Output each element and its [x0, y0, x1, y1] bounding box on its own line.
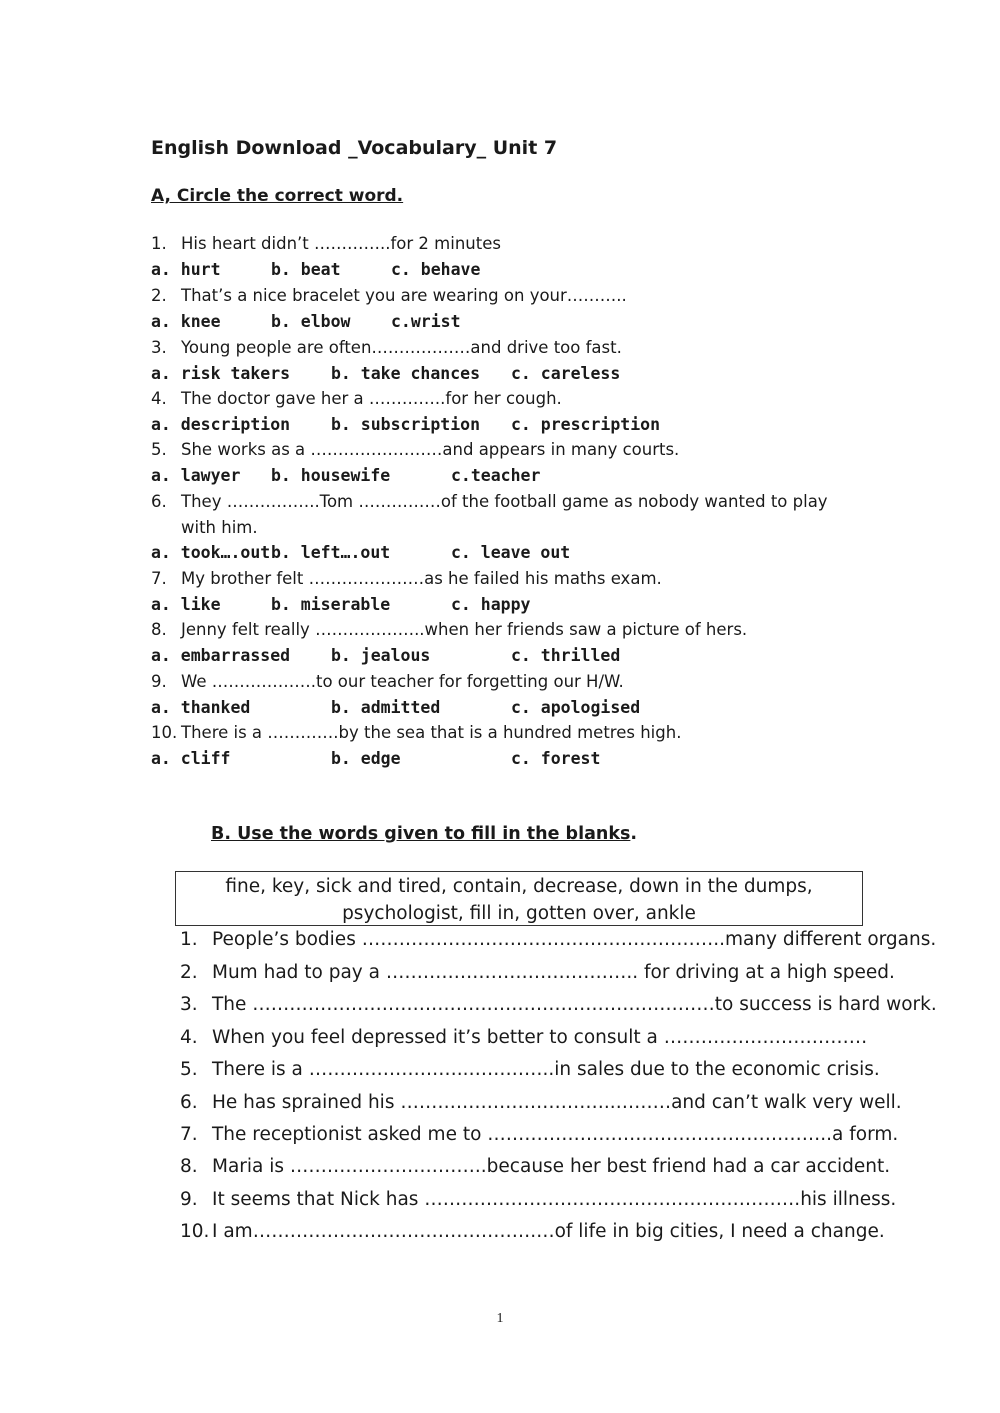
- question-number: 3.: [151, 338, 167, 357]
- fill-blank-sentence[interactable]: Mum had to pay a ………………………………….. for driving at a high speed.: [212, 962, 895, 983]
- fill-blank-number: 6.: [180, 1092, 198, 1113]
- question-text: There is a ………….by the sea that is a hundred metres high.: [181, 723, 682, 742]
- answer-option[interactable]: a. embarrassed: [151, 646, 291, 665]
- answer-option[interactable]: c. forest: [511, 749, 601, 768]
- fill-blank-number: 8.: [180, 1156, 198, 1177]
- question-number: 2.: [151, 286, 167, 305]
- answer-option[interactable]: a. took….out: [151, 543, 271, 562]
- answer-option[interactable]: a. cliff: [151, 749, 231, 768]
- question-number: 8.: [151, 620, 167, 639]
- question-number: 4.: [151, 389, 167, 408]
- question-text: She works as a ……………………and appears in many courts.: [181, 440, 680, 459]
- fill-blank-number: 3.: [180, 994, 198, 1015]
- question-number: 6.: [151, 492, 167, 511]
- answer-option[interactable]: b. admitted: [331, 698, 441, 717]
- answer-option[interactable]: c. behave: [391, 260, 481, 279]
- fill-blank-sentence[interactable]: The receptionist asked me to ………………………………………………..a form.: [212, 1124, 899, 1145]
- section-b-heading-period: .: [630, 824, 638, 844]
- fill-blank-number: 2.: [180, 962, 198, 983]
- question-text: We ……………….to our teacher for forgetting our H/W.: [181, 672, 624, 691]
- question-text: His heart didn’t …………..for 2 minutes: [181, 234, 501, 253]
- answer-option[interactable]: b. take chances: [331, 364, 481, 383]
- fill-blank-number: 1.: [180, 929, 198, 950]
- question-number: 9.: [151, 672, 167, 691]
- fill-blank-sentence[interactable]: People’s bodies …………………………………………………..many different organs.: [212, 929, 937, 950]
- section-b-heading: [211, 824, 637, 844]
- question-text: Young people are often………………and drive too fast.: [181, 338, 622, 357]
- page-number: 1: [496, 1311, 504, 1326]
- answer-option[interactable]: a. risk takers: [151, 364, 291, 383]
- fill-blank-number: 9.: [180, 1189, 198, 1210]
- answer-option[interactable]: a. like: [151, 595, 221, 614]
- answer-option[interactable]: a. hurt: [151, 260, 221, 279]
- worksheet-title: English Download _Vocabulary_ Unit 7: [151, 137, 558, 159]
- fill-blank-number: 5.: [180, 1059, 198, 1080]
- question-number: 7.: [151, 569, 167, 588]
- answer-option[interactable]: c. happy: [451, 595, 531, 614]
- answer-option[interactable]: a. knee: [151, 312, 221, 331]
- section-b-heading-text: B. Use the words given to fill in the blanks: [211, 824, 631, 844]
- fill-blank-sentence[interactable]: It seems that Nick has …………………………………………………….his illness.: [212, 1189, 897, 1210]
- answer-option[interactable]: b. housewife: [271, 466, 391, 485]
- word-bank-line-1: fine, key, sick and tired, contain, decrease, down in the dumps,: [225, 876, 813, 897]
- fill-blank-sentence[interactable]: Maria is …………………………..because her best friend had a car accident.: [212, 1156, 891, 1177]
- fill-blank-sentence[interactable]: He has sprained his ……………………………..………and can’t walk very well.: [212, 1092, 902, 1113]
- answer-option[interactable]: c. thrilled: [511, 646, 621, 665]
- fill-blank-sentence[interactable]: I am……………………………………….…of life in big cities, I need a change.: [212, 1221, 885, 1242]
- question-text: The doctor gave her a …………..for her cough.: [181, 389, 562, 408]
- answer-option[interactable]: b. jealous: [331, 646, 431, 665]
- word-bank-box: [175, 871, 863, 926]
- answer-option[interactable]: a. description: [151, 415, 291, 434]
- question-number: 5.: [151, 440, 167, 459]
- fill-blank-sentence[interactable]: There is a ……………………..…………..in sales due to the economic crisis.: [212, 1059, 880, 1080]
- fill-blank-sentence[interactable]: When you feel depressed it’s better to consult a ……………………………: [212, 1027, 868, 1048]
- answer-option[interactable]: b. edge: [331, 749, 401, 768]
- question-text: My brother felt …………………as he failed his maths exam.: [181, 569, 662, 588]
- question-text: That’s a nice bracelet you are wearing on your………..: [181, 286, 627, 305]
- answer-option[interactable]: b. left….out: [271, 543, 391, 562]
- answer-option[interactable]: a. thanked: [151, 698, 251, 717]
- answer-option[interactable]: b. subscription: [331, 415, 481, 434]
- question-text: They ……………..Tom ……………of the football game as nobody wanted to play: [181, 492, 828, 511]
- section-a-heading: A, Circle the correct word.: [151, 186, 404, 206]
- question-number: 10.: [151, 723, 178, 742]
- answer-option[interactable]: c. leave out: [451, 543, 571, 562]
- fill-blank-number: 4.: [180, 1027, 198, 1048]
- answer-option[interactable]: c.teacher: [451, 466, 541, 485]
- answer-option[interactable]: c.wrist: [391, 312, 461, 331]
- answer-option[interactable]: c. prescription: [511, 415, 661, 434]
- answer-option[interactable]: a. lawyer: [151, 466, 241, 485]
- answer-option[interactable]: b. miserable: [271, 595, 391, 614]
- answer-option[interactable]: b. elbow: [271, 312, 351, 331]
- fill-blank-sentence[interactable]: The …………………………………………………………………to success is hard work.: [212, 994, 937, 1015]
- fill-blank-number: 7.: [180, 1124, 198, 1145]
- answer-option[interactable]: b. beat: [271, 260, 341, 279]
- question-number: 1.: [151, 234, 167, 253]
- fill-blank-number: 10.: [180, 1221, 210, 1242]
- answer-option[interactable]: c. careless: [511, 364, 621, 383]
- answer-option[interactable]: c. apologised: [511, 698, 641, 717]
- word-bank-line-2: psychologist, fill in, gotten over, ankle: [342, 903, 696, 924]
- question-text-continued: with him.: [181, 518, 258, 537]
- question-text: Jenny felt really ………………..when her friends saw a picture of hers.: [181, 620, 748, 639]
